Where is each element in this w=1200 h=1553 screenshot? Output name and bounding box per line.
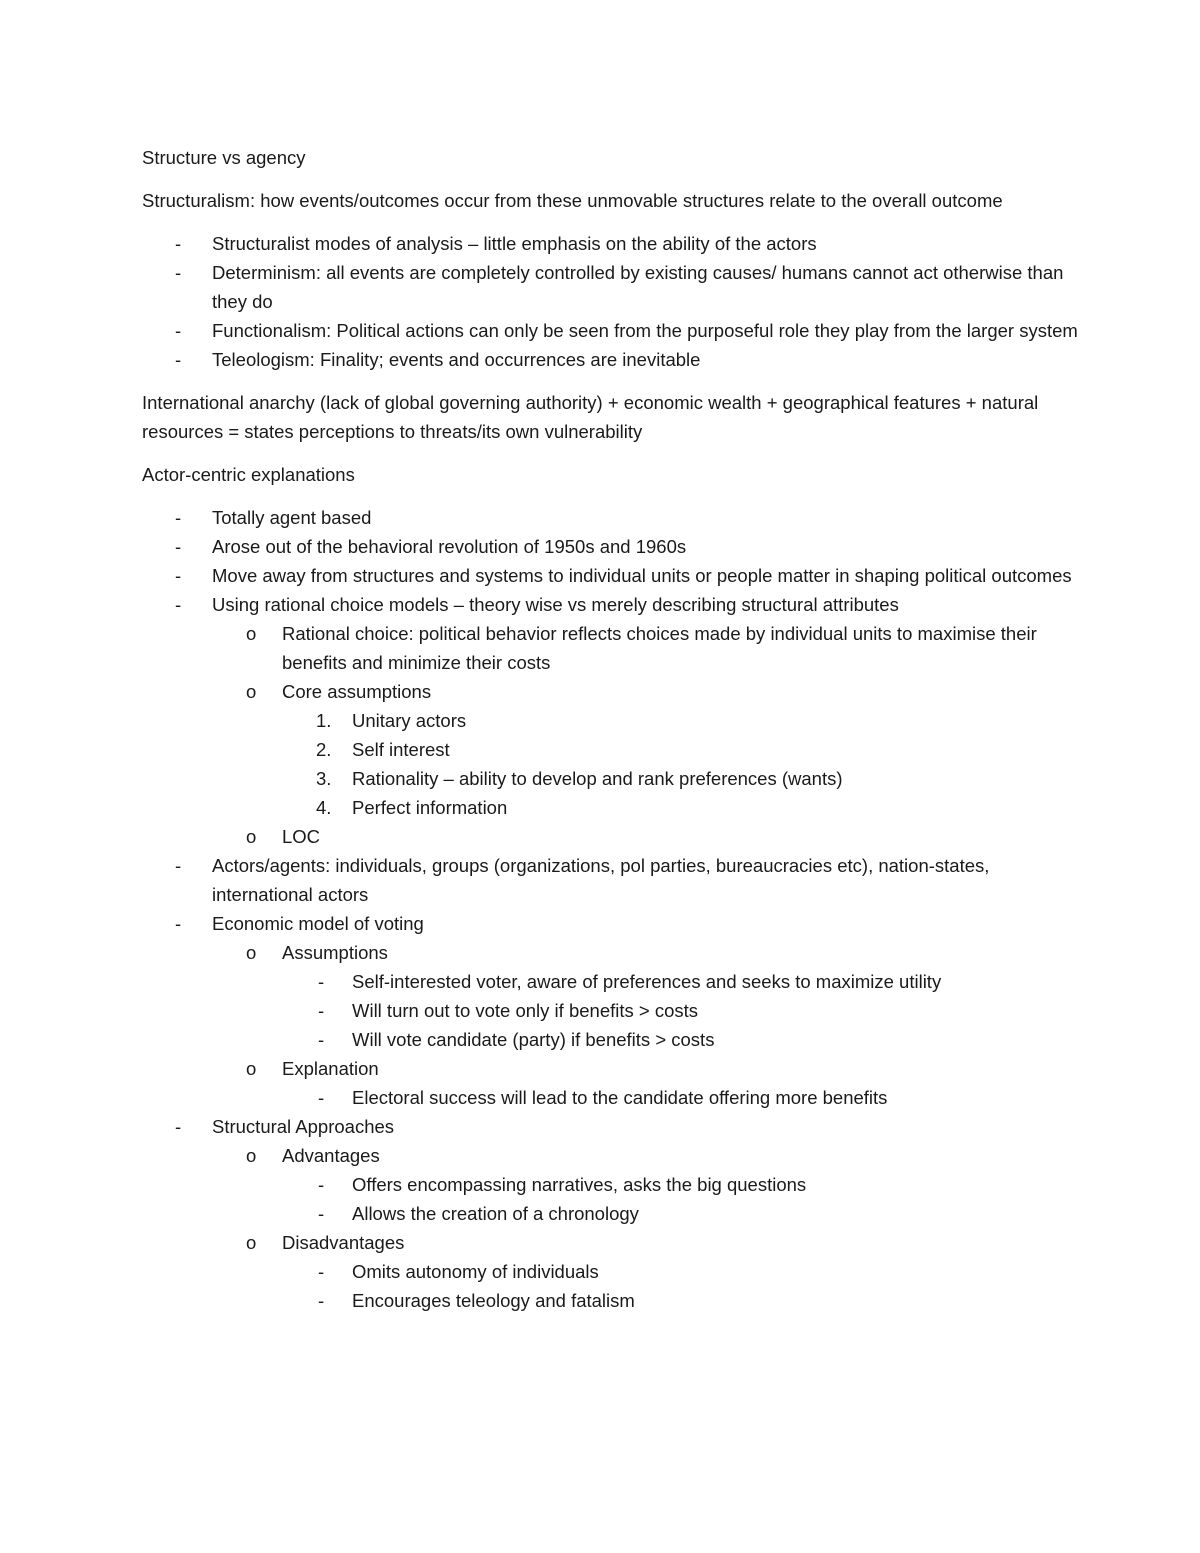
nested-list-item: - Encourages teleology and fatalism — [282, 1286, 1080, 1315]
dash-bullet: - — [318, 1261, 325, 1282]
sub-list-item: o Disadvantages - Omits autonomy of individuals - Encourages teleology and fatalism — [212, 1228, 1080, 1315]
numbered-item: 2. Self interest — [282, 735, 1080, 764]
dash-bullet: - — [175, 320, 182, 341]
list-item: - Structural Approaches o Advantages - Offers encompassing narratives, asks the big questions - Allows the creation of a chronology o Disadvantages - Omits autonomy of individuals - Encourages teleology and fatalism — [142, 1112, 1080, 1315]
circle-bullet: o — [246, 681, 257, 702]
list-item: - Move away from structures and systems to individual units or people matter in shaping political outcomes — [142, 561, 1080, 590]
dash-bullet: - — [318, 1000, 325, 1021]
anarchy-paragraph: International anarchy (lack of global governing authority) + economic wealth + geographical features + natural resources = states perceptions to threats/its own vulnerability — [142, 392, 1039, 442]
list-item: - Functionalism: Political actions can only be seen from the purposeful role they play from the larger system — [142, 316, 1080, 345]
nested-list-item: - Electoral success will lead to the candidate offering more benefits — [282, 1083, 1080, 1112]
sub-list-item: o Rational choice: political behavior reflects choices made by individual units to maximise their benefits and minimize their costs — [212, 619, 1080, 677]
number-label: 3. — [316, 768, 332, 789]
dash-bullet: - — [318, 971, 325, 992]
numbered-item: 3. Rationality – ability to develop and rank preferences (wants) — [282, 764, 1080, 793]
advantages-list — [282, 1170, 1080, 1228]
list-item: - Using rational choice models – theory wise vs merely describing structural attributes o Rational choice: political behavior reflects choices made by individual units to maximise their benefits and minimize their costs o Core assumptions 1. Unitary actors 2. Self interest 3. Rationality – ability to develop and rank preferences (wants) 4. Perfect information o LOC — [142, 590, 1080, 851]
dash-bullet: - — [318, 1290, 325, 1311]
numbered-item: 1. Unitary actors — [282, 706, 1080, 735]
dash-bullet: - — [175, 594, 182, 615]
dash-bullet: - — [175, 536, 182, 557]
rational-choice-sublist — [212, 619, 1080, 851]
nested-list-item: - Omits autonomy of individuals — [282, 1257, 1080, 1286]
dash-bullet: - — [175, 855, 182, 876]
sub-list-item: o LOC — [212, 822, 1080, 851]
list-item: - Teleologism: Finality; events and occurrences are inevitable — [142, 345, 1080, 374]
circle-bullet: o — [246, 1232, 257, 1253]
voting-sublist — [212, 938, 1080, 1112]
dash-bullet: - — [175, 1116, 182, 1137]
dash-bullet: - — [318, 1029, 325, 1050]
dash-bullet: - — [318, 1087, 325, 1108]
dash-bullet: - — [318, 1203, 325, 1224]
core-assumptions-list — [282, 706, 1080, 822]
circle-bullet: o — [246, 1058, 257, 1079]
dash-bullet: - — [318, 1174, 325, 1195]
circle-bullet: o — [246, 623, 257, 644]
nested-list-item: - Will turn out to vote only if benefits > costs — [282, 996, 1080, 1025]
document-title: Structure vs agency — [142, 147, 306, 168]
list-item: - Structuralist modes of analysis – little emphasis on the ability of the actors — [142, 229, 1080, 258]
structuralism-intro: Structuralism: how events/outcomes occur from these unmovable structures relate to the overall outcome — [142, 190, 1003, 211]
circle-bullet: o — [246, 942, 257, 963]
number-label: 4. — [316, 797, 332, 818]
voting-assumptions-list — [282, 967, 1080, 1054]
explanation-list — [282, 1083, 1080, 1112]
list-item: - Arose out of the behavioral revolution of 1950s and 1960s — [142, 532, 1080, 561]
circle-bullet: o — [246, 1145, 257, 1166]
structuralism-list — [142, 229, 1080, 374]
sub-list-item: o Explanation - Electoral success will lead to the candidate offering more benefits — [212, 1054, 1080, 1112]
nested-list-item: - Allows the creation of a chronology — [282, 1199, 1080, 1228]
numbered-item: 4. Perfect information — [282, 793, 1080, 822]
dash-bullet: - — [175, 349, 182, 370]
circle-bullet: o — [246, 826, 257, 847]
disadvantages-list — [282, 1257, 1080, 1315]
nested-list-item: - Offers encompassing narratives, asks the big questions — [282, 1170, 1080, 1199]
nested-list-item: - Self-interested voter, aware of preferences and seeks to maximize utility — [282, 967, 1080, 996]
dash-bullet: - — [175, 565, 182, 586]
structural-approaches-sublist — [212, 1141, 1080, 1315]
number-label: 2. — [316, 739, 332, 760]
dash-bullet: - — [175, 233, 182, 254]
list-item: - Totally agent based — [142, 503, 1080, 532]
dash-bullet: - — [175, 262, 182, 283]
sub-list-item: o Core assumptions 1. Unitary actors 2. Self interest 3. Rationality – ability to develop and rank preferences (wants) 4. Perfect information — [212, 677, 1080, 822]
dash-bullet: - — [175, 913, 182, 934]
number-label: 1. — [316, 710, 332, 731]
nested-list-item: - Will vote candidate (party) if benefits > costs — [282, 1025, 1080, 1054]
dash-bullet: - — [175, 507, 182, 528]
sub-list-item: o Advantages - Offers encompassing narratives, asks the big questions - Allows the creation of a chronology — [212, 1141, 1080, 1228]
list-item: - Actors/agents: individuals, groups (organizations, pol parties, bureaucracies etc), nation-states, international actors — [142, 851, 1080, 909]
actor-centric-heading: Actor-centric explanations — [142, 464, 355, 485]
actor-centric-list — [142, 503, 1080, 1315]
list-item: - Determinism: all events are completely controlled by existing causes/ humans cannot act otherwise than they do — [142, 258, 1080, 316]
list-item: - Economic model of voting o Assumptions - Self-interested voter, aware of preferences and seeks to maximize utility - Will turn out to vote only if benefits > costs - Will vote candidate (party) if benefits > costs o Explanation - Electoral success will lead to the candidate offering more benefits — [142, 909, 1080, 1112]
sub-list-item: o Assumptions - Self-interested voter, aware of preferences and seeks to maximize utility - Will turn out to vote only if benefits > costs - Will vote candidate (party) if benefits > costs — [212, 938, 1080, 1054]
